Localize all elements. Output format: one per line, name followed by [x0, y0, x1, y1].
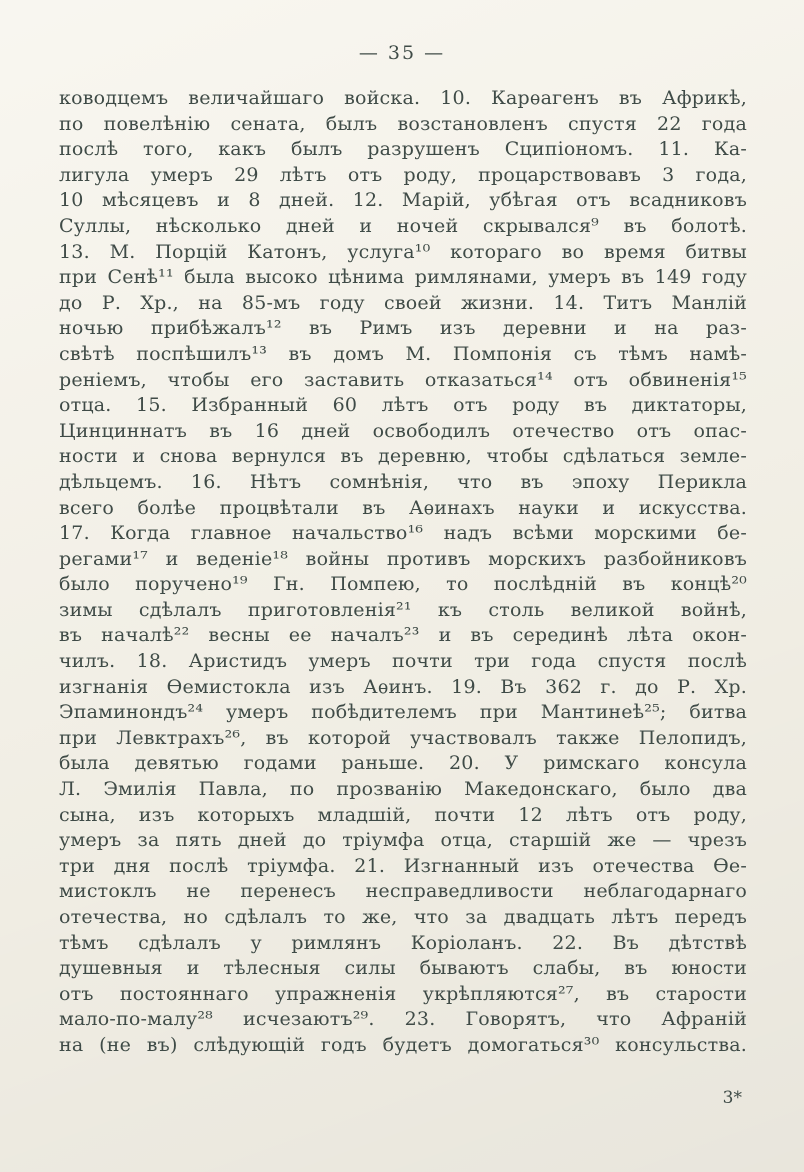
text-line: Суллы, нѣсколько дней и ночей скрывался⁹ въ болотѣ.: [59, 214, 747, 237]
text-line: ности и снова вернулся въ деревню, чтобы сдѣлаться земле-: [59, 445, 747, 468]
text-line: на (не въ) слѣдующій годъ будетъ домогаться³⁰ консульства.: [59, 1033, 747, 1056]
text-line: 13. М. Порцій Катонъ, услуга¹⁰ котораго во время битвы: [59, 240, 747, 263]
text-line: было поручено¹⁹ Гн. Помпею, то послѣдній въ концѣ²⁰: [59, 573, 747, 596]
text-line: была девятью годами раньше. 20. У римскаго консула: [59, 752, 747, 775]
text-line: мистоклъ не перенесъ несправедливости неблагодарнаго: [59, 880, 747, 903]
text-line: зимы сдѣлалъ приготовленія²¹ къ столь великой войнѣ,: [59, 598, 747, 621]
text-line: свѣтѣ поспѣшилъ¹³ въ домъ М. Помпонія съ тѣмъ намѣ-: [59, 342, 747, 365]
text-line: въ началѣ²² весны ее началъ²³ и въ серединѣ лѣта окон-: [59, 624, 747, 647]
text-line: дѣльцемъ. 16. Нѣтъ сомнѣнія, что въ эпоху Перикла: [59, 470, 747, 493]
text-line: всего болѣе процвѣтали въ Аѳинахъ науки и искусства.: [59, 496, 747, 519]
text-line: чилъ. 18. Аристидъ умеръ почти три года спустя послѣ: [59, 650, 747, 673]
text-line: 10 мѣсяцевъ и 8 дней. 12. Марій, убѣгая отъ всадниковъ: [59, 189, 747, 212]
text-line: изгнанія Ѳемистокла изъ Аѳинъ. 19. Въ 362 г. до Р. Хр.: [59, 675, 747, 698]
text-line: отечества, но сдѣлалъ то же, что за двадцать лѣтъ передъ: [59, 906, 747, 928]
text-line: Эпаминондъ²⁴ умеръ побѣдителемъ при Мантинеѣ²⁵; битва: [59, 701, 747, 724]
text-line: ночью прибѣжалъ¹² въ Римъ изъ деревни и на раз-: [59, 317, 747, 340]
text-block: [59, 86, 747, 1059]
text-line: ководцемъ величайшаго войска. 10. Карѳагенъ въ Африкѣ,: [59, 87, 747, 109]
text-line: Цинциннатъ въ 16 дней освободилъ отечество отъ опас-: [59, 419, 747, 442]
text-line: сына, изъ которыхъ младшій, почти 12 лѣтъ отъ роду,: [59, 803, 747, 826]
text-line: душевныя и тѣлесныя силы бываютъ слабы, въ юности: [59, 957, 747, 980]
text-line: три дня послѣ тріумфа. 21. Изгнанный изъ отечества Ѳе-: [59, 854, 747, 877]
text-line: умеръ за пять дней до тріумфа отца, старшій же — чрезъ: [59, 829, 747, 852]
text-line: при Сенѣ¹¹ была высоко цѣнима римлянами, умеръ въ 149 году: [59, 266, 747, 289]
signature-mark: 3*: [722, 1088, 742, 1108]
text-line: отца. 15. Избранный 60 лѣтъ отъ роду въ диктаторы,: [59, 394, 747, 417]
text-line: мало-по-малу²⁸ исчезаютъ²⁹. 23. Говорятъ, что Афраній: [59, 1008, 747, 1031]
text-line: до Р. Хр., на 85-мъ году своей жизни. 14. Титъ Манлій: [59, 291, 747, 314]
text-line: по повелѣнію сената, былъ возстановленъ спустя 22 года: [59, 112, 747, 135]
text-line: при Левктрахъ²⁶, въ которой участвовалъ также Пелопидъ,: [59, 726, 747, 749]
text-line: Л. Эмилія Павла, по прозванію Македонскаго, было два: [59, 778, 747, 801]
text-line: 17. Когда главное начальство¹⁶ надъ всѣми морскими бе-: [59, 522, 747, 545]
text-line: реніемъ, чтобы его заставить отказаться¹⁴ отъ обвиненія¹⁵: [59, 368, 747, 391]
text-line: отъ постояннаго упражненія укрѣпляются²⁷, въ старости: [59, 982, 747, 1005]
page-number: — 35 —: [358, 42, 446, 64]
text-line: регами¹⁷ и веденіе¹⁸ войны противъ морскихъ разбойниковъ: [59, 547, 747, 570]
text-line: лигула умеръ 29 лѣтъ отъ роду, процарствовавъ 3 года,: [59, 163, 747, 186]
text-line: послѣ того, какъ былъ разрушенъ Сципіономъ. 11. Ка-: [59, 138, 747, 161]
text-line: тѣмъ сдѣлалъ у римлянъ Коріоланъ. 22. Въ дѣтствѣ: [59, 931, 747, 954]
